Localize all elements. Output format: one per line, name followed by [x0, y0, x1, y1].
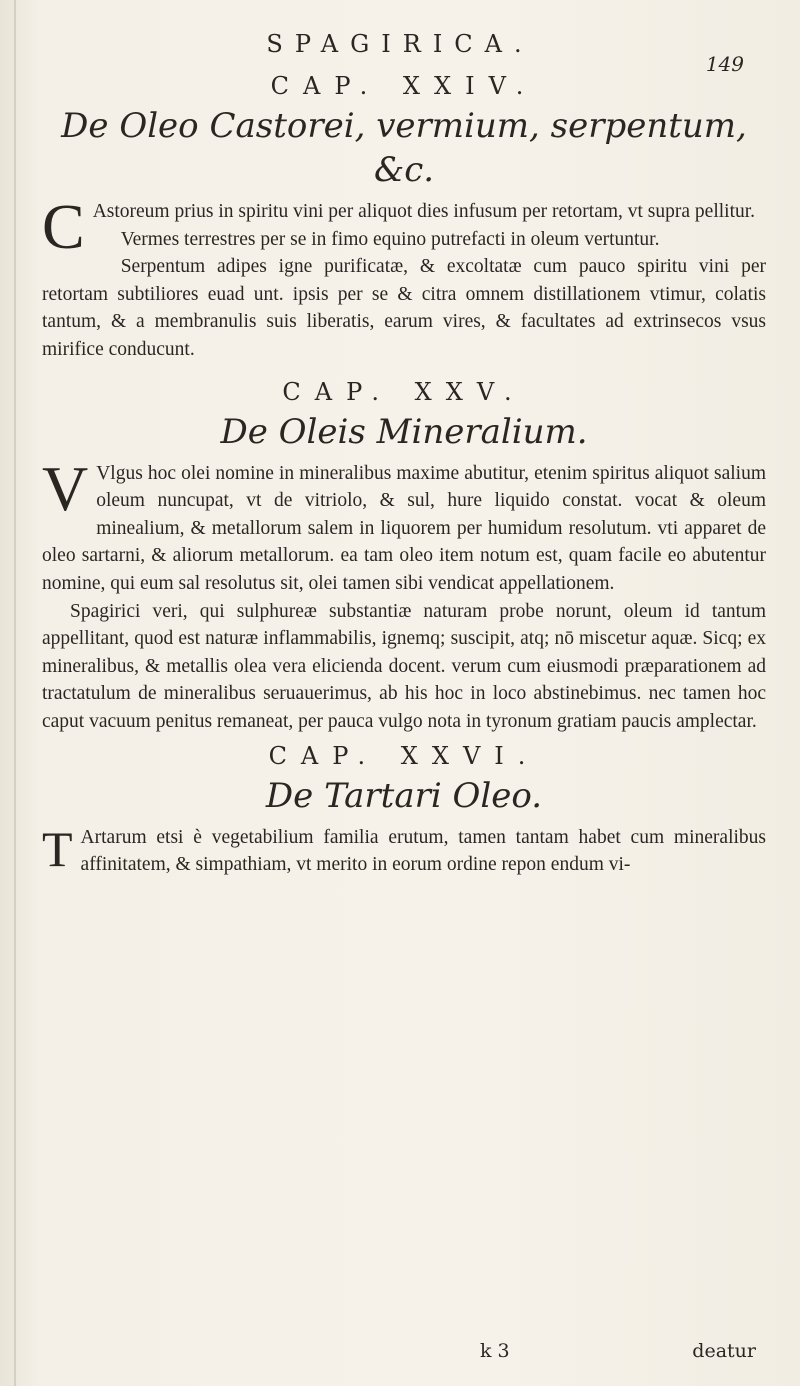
catchword: deatur [692, 1340, 756, 1362]
paragraph [42, 452, 766, 598]
signature-mark: k 3 [480, 1340, 510, 1362]
paragraph: Vermes terrestres per se in fimo equino putrefacti in oleum vertuntur. [120, 228, 660, 250]
chapter-heading: CAP. XXV. [282, 377, 526, 406]
paragraph-text: Astoreum prius in spiritu vini per aliquot dies infusum per retortam, vt supra pellitur. [92, 201, 756, 222]
paragraph: Serpentum adipes igne purificatæ, & excoltatæ cum pauco spiritu vini per retortam subtiliores euad unt. ipsis per se & citra omnem distillationem vtimur, colatis tantum, & a membranulis suis liberatis, earum vires, & facultates ad extrinsecos vsus mirifice conducunt. [42, 256, 766, 360]
chapter-heading: CAP. XXIV. [270, 72, 538, 100]
paragraph-text: Vlgus hoc olei nomine in mineralibus maxime abutitur, etenim spiritus aliquot salium oleum nuncupat, vt de vitriolo, & sul, hure liquido constat. vocat & oleum minealium, & metallorum salem in liquorem per humidum resolutum. vti apparet de oleo sartarni, & aliorum metallorum. ea tam oleo item notum est, quam facile eo abutentur nomine, qui eum sal resolutus sit, olei tamen sibi vendicat appellationem. [42, 462, 766, 594]
chapter-title: De Oleis Mineralium. [220, 411, 588, 452]
page-number: 149 [705, 52, 744, 76]
paragraph-text: Artarum etsi è vegetabilium familia erutum, tamen tantam habet cum mineralibus affinitatem, & simpathiam, vt merito in eorum ordine repon endum vi- [80, 826, 766, 876]
chapter-24 [42, 72, 766, 364]
drop-cap: V [42, 452, 89, 524]
paragraph [42, 820, 766, 879]
running-head: SPAGIRICA. [266, 30, 534, 58]
drop-cap: C [42, 191, 85, 262]
page-content [42, 62, 766, 879]
paragraph: Spagirici veri, qui sulphureæ substantiæ naturam probe norunt, oleum id tantum appellitant, quod est naturæ inflammabilis, ignemq; suscipit, atq; nō miscetur aquæ. Sicq; ex mineralibus, & metallis olea vera elicienda docent. verum cum eiusmodi præparationem ad tractatulum de mineralibus seruauerimus, ab his hoc in loco abstinebimus. nec tamen hoc caput vacuum penitus remaneat, per pauca vulgo nota in tyronum gratiam paucis amplectar. [42, 600, 766, 732]
gutter-shadow [14, 0, 16, 1386]
drop-cap: T [42, 820, 73, 877]
chapter-26 [42, 742, 766, 879]
chapter-title: De Oleo Castorei, vermium, serpentum, &c. [61, 106, 747, 190]
chapter-heading: CAP. XXVI. [268, 741, 540, 770]
chapter-title: De Tartari Oleo. [265, 775, 543, 816]
chapter-25 [42, 378, 766, 736]
